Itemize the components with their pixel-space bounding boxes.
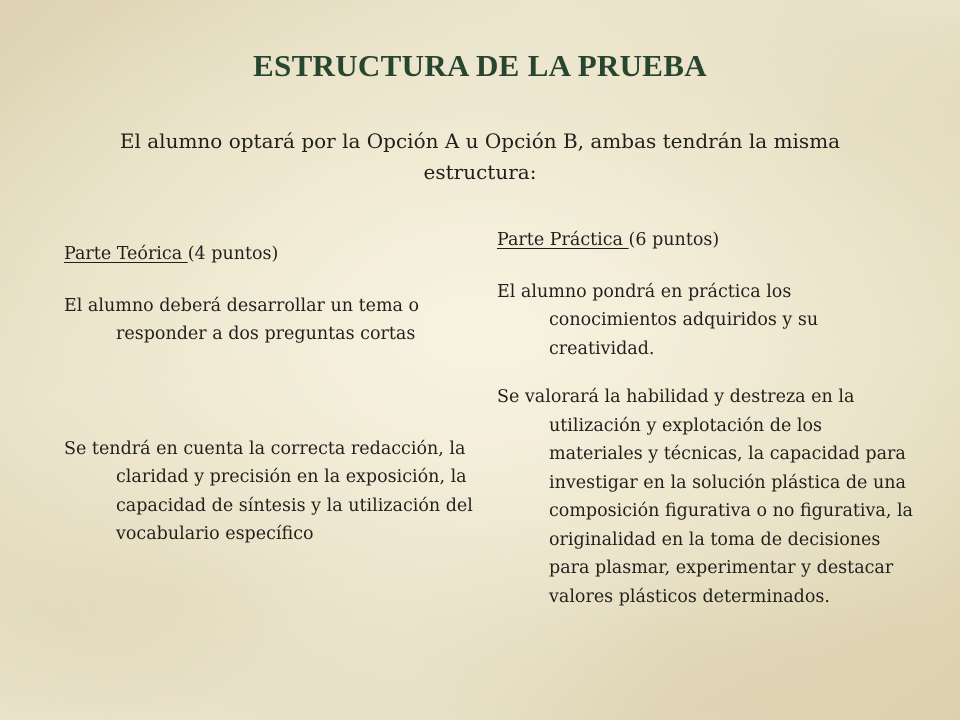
right-heading-underlined: Parte Práctica [497,230,629,250]
right-heading-points: (6 puntos) [628,230,720,250]
slide-title: ESTRUCTURA DE LA PRUEBA [253,48,707,83]
left-column-heading [64,240,474,269]
right-paragraph-2: Se valorará la habilidad y destreza en la utilización y explotación de los materiales y técnicas, la capacidad para investigar en la solución plástica de una composición figurativa o no figurativa, la originalidad en la toma de decisiones para plasmar, experimentar y destacar valores plásticos determinados. [497,387,913,607]
right-paragraph-1: El alumno pondrá en práctica los conocimientos adquiridos y su creatividad. [497,281,819,359]
slide-intro: El alumno optará por la Opción A u Opción B, ambas tendrán la misma estructura: [119,129,841,184]
left-column [64,240,474,549]
right-column-heading [497,226,915,255]
right-column [497,226,915,611]
left-heading-underlined: Parte Teórica [64,244,188,264]
left-paragraph-1: El alumno deberá desarrollar un tema o responder a dos preguntas cortas [64,295,420,344]
left-paragraph-2: Se tendrá en cuenta la correcta redacción, la claridad y precisión en la exposición, la capacidad de síntesis y la utilización del vocabulario específico [64,438,473,544]
left-heading-points: (4 puntos) [187,244,279,264]
